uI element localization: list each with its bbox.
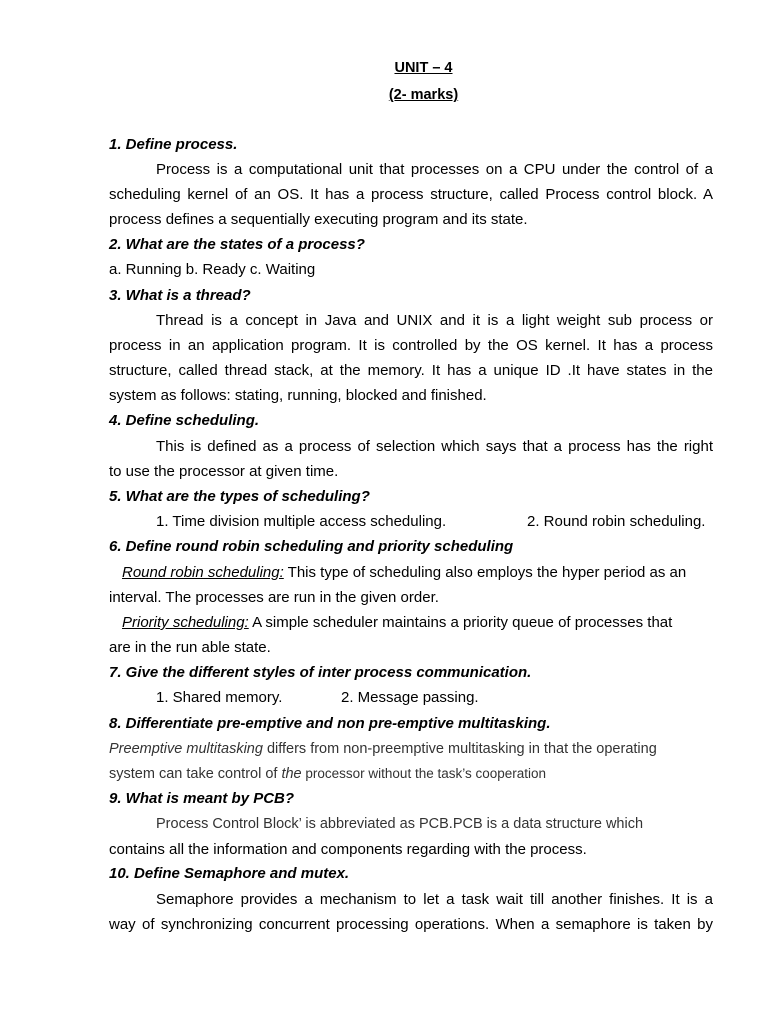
- q3-line-4: system as follows: stating, running, blocked and finished.: [109, 387, 487, 404]
- q9-line-1: Process Control Block’ is abbreviated as PCB.PCB is a data structure which: [156, 816, 644, 832]
- q2-line-1: a. Running b. Ready c. Waiting: [109, 261, 316, 278]
- q5-item-2: 2. Round robin scheduling.: [527, 513, 706, 530]
- q10-heading: 10. Define Semaphore and mutex.: [109, 865, 350, 882]
- q8-line-1: [109, 740, 713, 758]
- q1-line-1: Process is a computational unit that processes on a CPU under the control of a: [156, 161, 713, 178]
- q8-heading: 8. Differentiate pre-emptive and non pre-emptive multitasking.: [109, 715, 551, 732]
- q7-item-2: 2. Message passing.: [341, 689, 479, 706]
- q8-line-2: [109, 765, 713, 783]
- q1-line-3: process defines a sequentially executing program and its state.: [109, 211, 528, 228]
- q6-priority-line: [122, 614, 713, 632]
- q6-heading: 6. Define round robin scheduling and priority scheduling: [109, 538, 514, 555]
- q3-heading: 3. What is a thread?: [109, 287, 251, 304]
- q3-line-2: process in an application program. It is controlled by the OS kernel. It has a process: [109, 337, 713, 354]
- q8-line-2-a: system can take control of: [109, 766, 282, 782]
- q6-round-robin-line: [122, 564, 713, 582]
- q2-heading: 2. What are the states of a process?: [109, 236, 365, 253]
- q9-line-2: contains all the information and components regarding with the process.: [109, 841, 587, 858]
- marks-subtitle: (2- marks): [388, 87, 459, 103]
- q10-line-2: way of synchronizing concurrent processing operations. When a semaphore is taken by: [109, 916, 713, 933]
- q8-line-2-the: the: [281, 766, 302, 782]
- q7-item-1: 1. Shared memory.: [156, 689, 283, 706]
- priority-text: A simple scheduler maintains a priority queue of processes that: [248, 614, 673, 631]
- q1-heading: 1. Define process.: [109, 136, 238, 153]
- q6-round-robin-line-2: interval. The processes are run in the given order.: [109, 589, 439, 606]
- q5-item-1: 1. Time division multiple access scheduling.: [156, 513, 447, 530]
- priority-term: Priority scheduling:: [122, 614, 249, 631]
- q3-line-1: Thread is a concept in Java and UNIX and it is a light weight sub process or: [156, 312, 713, 329]
- q5-heading: 5. What are the types of scheduling?: [109, 488, 370, 505]
- q9-heading: 9. What is meant by PCB?: [109, 790, 295, 807]
- q7-heading: 7. Give the different styles of inter process communication.: [109, 664, 532, 681]
- q3-line-3: structure, called thread stack, at the memory. It has a unique ID .It have states in the: [109, 362, 713, 379]
- q10-line-1: Semaphore provides a mechanism to let a task wait till another finishes. It is a: [156, 891, 713, 908]
- q4-line-2: to use the processor at given time.: [109, 463, 339, 480]
- q4-line-1: This is defined as a process of selection which says that a process has the right: [156, 438, 713, 455]
- unit-title: UNIT – 4: [394, 60, 453, 76]
- q5-item-row: [156, 513, 713, 531]
- round-robin-text: This type of scheduling also employs the hyper period as an: [283, 564, 687, 581]
- q7-item-row: [156, 689, 713, 707]
- q8-line-2-b: processor without the task’s cooperation: [301, 766, 547, 781]
- round-robin-term: Round robin scheduling:: [122, 564, 284, 581]
- q8-line-1-rest: differs from non-preemptive multitasking in that the operating: [262, 741, 657, 757]
- q1-line-2: scheduling kernel of an OS. It has a process structure, called Process control block. A: [109, 186, 713, 203]
- preemptive-term: Preemptive multitasking: [109, 741, 263, 757]
- q4-heading: 4. Define scheduling.: [109, 412, 260, 429]
- q6-priority-line-2: are in the run able state.: [109, 639, 271, 656]
